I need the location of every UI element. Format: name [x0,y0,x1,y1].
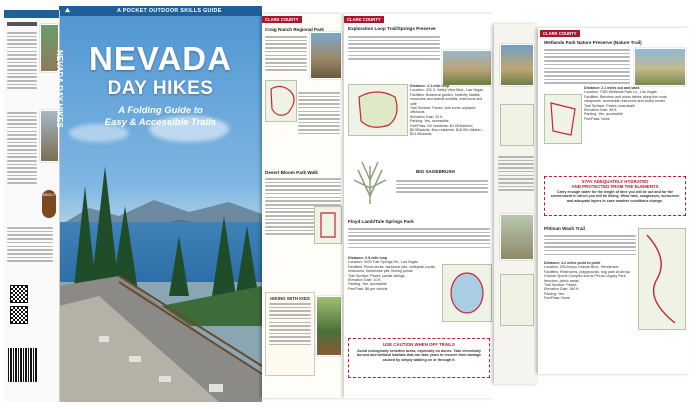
series-label: A POCKET OUTDOOR SKILLS GUIDE [117,8,222,14]
cover-subtitle: DAY HIKES [107,78,214,99]
back-top-band [4,10,59,18]
hydration-box [544,176,686,216]
back-text-block-2 [7,110,37,186]
spine-title [54,50,64,350]
panel-2-details [410,84,490,137]
panel-3-map-2 [638,228,686,330]
detail-location: Location: 333 S. Valley View Blvd., Las Vegas [410,88,483,93]
panel-3-map [544,94,582,144]
hiking-with-kids-title: HIKING WITH KIDS [270,296,310,301]
panel-2-trail-title: Exploration Loop Trail/Springs Preserve [348,26,436,31]
panel-2-trail2-title: Floyd Lamb/Tule Springs Park [348,219,414,224]
back-text-block-3 [7,225,53,264]
panel-2-section-tab: CLARK COUNTY [344,16,384,23]
detail2-distance: Distance: 0.9-mile loop [348,256,388,260]
panel-1-map [265,80,297,122]
qr-code [10,285,28,303]
spine-title-text: NEVADA DAY HIKES [55,50,64,128]
caution-box [348,338,490,378]
detail2-surface: Trail Surface: Paved, partial railings [348,273,405,278]
panel-2-details-2 [348,256,440,291]
panel-strip [494,24,538,384]
hydration-title-2: AND PROTECTED FROM THE ELEMENTS [571,184,659,189]
panel-2-intro [348,34,440,62]
sagebrush-title: BIG SAGEBRUSH [416,169,455,174]
p3-detail2-facilities: Facilities: Restrooms, playgrounds, dog park at Arroyo Grande Sports Complex and at Pecos Legacy Park, benches, picnic areas [544,269,631,283]
p3-detail2-location: Location: 253 Arroyo Grande Blvd., Henderson [544,265,619,270]
panel-3-details-2 [544,261,634,301]
hydration-title-1: STAY ADEQUATELY HYDRATED [581,179,649,184]
p3-detail2-distance: Distance: 4.2 miles point to point [544,261,601,265]
p3-detail-fee: Fee/Pass: None [584,116,610,121]
panel-3 [538,28,690,374]
panel-1-trail2-title: Desert Bloom Park Walk [265,170,318,175]
detail2-elevation: Elevation Gain: 10 ft. [348,278,382,283]
p3-detail2-elevation: Elevation Gain: 180 ft. [544,287,580,292]
detail-distance: Distance: 2.1-mile loop [410,84,450,88]
detail-fee: Fee/Pass: NV residents: $4.95/children, $9.95/adults. Non-residents: $18.95/ children, $14.95/adults [410,123,483,137]
panel-1-photo [310,32,342,79]
back-panel [4,10,64,402]
detail-facilities: Facilities: Botanical garden, butterfly habitat, museums and animal exhibits, restrooms and café [410,92,483,106]
cover-tagline-1: A Folding Guide to [118,105,203,116]
strip-photo-2 [500,214,534,260]
detail-parking: Parking: Yes, accessible [410,119,449,124]
panel-3-details [584,86,684,121]
back-badge-label: ABOUT [42,193,56,197]
panel-2 [344,14,494,398]
panel-3-section-tab: CLARK COUNTY [540,30,580,37]
panel-1-trail-title: Craig Ranch Regional Park [265,27,324,32]
panel-2-intro-2 [348,226,490,250]
p3-detail2-fee: Fee/Pass: None [544,296,570,301]
p3-detail-parking: Parking: Yes, accessible [584,112,623,117]
hiking-with-kids-box [265,292,315,376]
cover-tagline-2: Easy & Accessible Trails [104,117,217,128]
hydration-text: Carry enough water for the length of time you will be out and for the environment in which you will be hiking. Wear hats, sunglasses, sunscreen and adequate layers in case weather conditions change. [550,190,680,203]
panel-3-trail2-title: Pittman Wash Trail [544,226,585,231]
panel-1-map-2 [314,206,342,244]
strip-map-1 [500,104,534,146]
panel-2-map-2 [442,264,492,322]
cover-title: NEVADA [89,40,232,77]
panel-3-trail-title: Wetlands Park Nature Preserve (Nature Trail) [544,40,642,45]
trail-path-illustration [59,266,262,402]
p3-detail-surface: Trail Surface: Paved, boardwalk [584,103,635,108]
panel-2-photo [442,50,492,86]
sagebrush-text [396,178,488,195]
publisher-logo-icon: ⛰ [65,8,71,14]
sagebrush-illustration [350,156,390,206]
qr-code-2 [10,306,28,324]
caution-text: Avoid ecologically sensitive areas, especially on dunes. Take chemically burned and wetland habitats that can take years to recover from damage caused by simply walking on or through it. [356,349,482,362]
panel-1 [262,14,344,398]
p3-detail-facilities: Facilities: Benches and picnic tables along the route, viewpoints, accessible restrooms and visitor center [584,94,668,104]
panel-1-kids-photo [316,296,342,356]
panel-3-intro [544,47,630,86]
panel-3-photo [634,48,686,86]
detail2-parking: Parking: Yes, accessible [348,282,387,287]
detail2-location: Location: 9200 Tule Springs Rd., Las Vegas [348,260,418,265]
p3-detail-elevation: Elevation Gain: 58 ft. [584,108,618,113]
p3-detail2-parking: Parking: Yes [544,291,564,296]
strip-map-2 [500,274,534,326]
strip-text [498,154,534,193]
p3-detail-location: Location: 7050 Wetlands Park Ln., Las Vegas [584,90,657,95]
detail-surface: Trail Surface: Paved, with some unpaved offshoots [410,106,476,115]
barcode [8,348,38,382]
back-heading [7,22,37,26]
cover-panel [59,6,262,402]
detail2-facilities: Facilities: Picnic areas, barbecue pits, volleyball courts, restrooms, horseshoe pits, fishing ponds [348,264,436,274]
p3-detail2-surface: Trail Surface: Paved [544,283,577,288]
panel-3-intro-2 [544,233,636,257]
detail-elevation: Elevation Gain: 42 ft. [410,114,444,119]
p3-detail-distance: Distance: 2.1 miles out and back [584,86,640,90]
panel-1-text [265,34,307,73]
panel-1-section-tab: CLARK COUNTY [262,16,302,23]
panel-2-map [348,84,408,136]
panel-1-details [298,90,340,136]
back-text-block [7,30,37,91]
strip-photo-1 [500,44,534,86]
caution-title: USE CAUTION WHEN OFF TRAILS [383,342,455,347]
detail2-fee: Fee/Pass: $6 per vehicle [348,286,388,291]
